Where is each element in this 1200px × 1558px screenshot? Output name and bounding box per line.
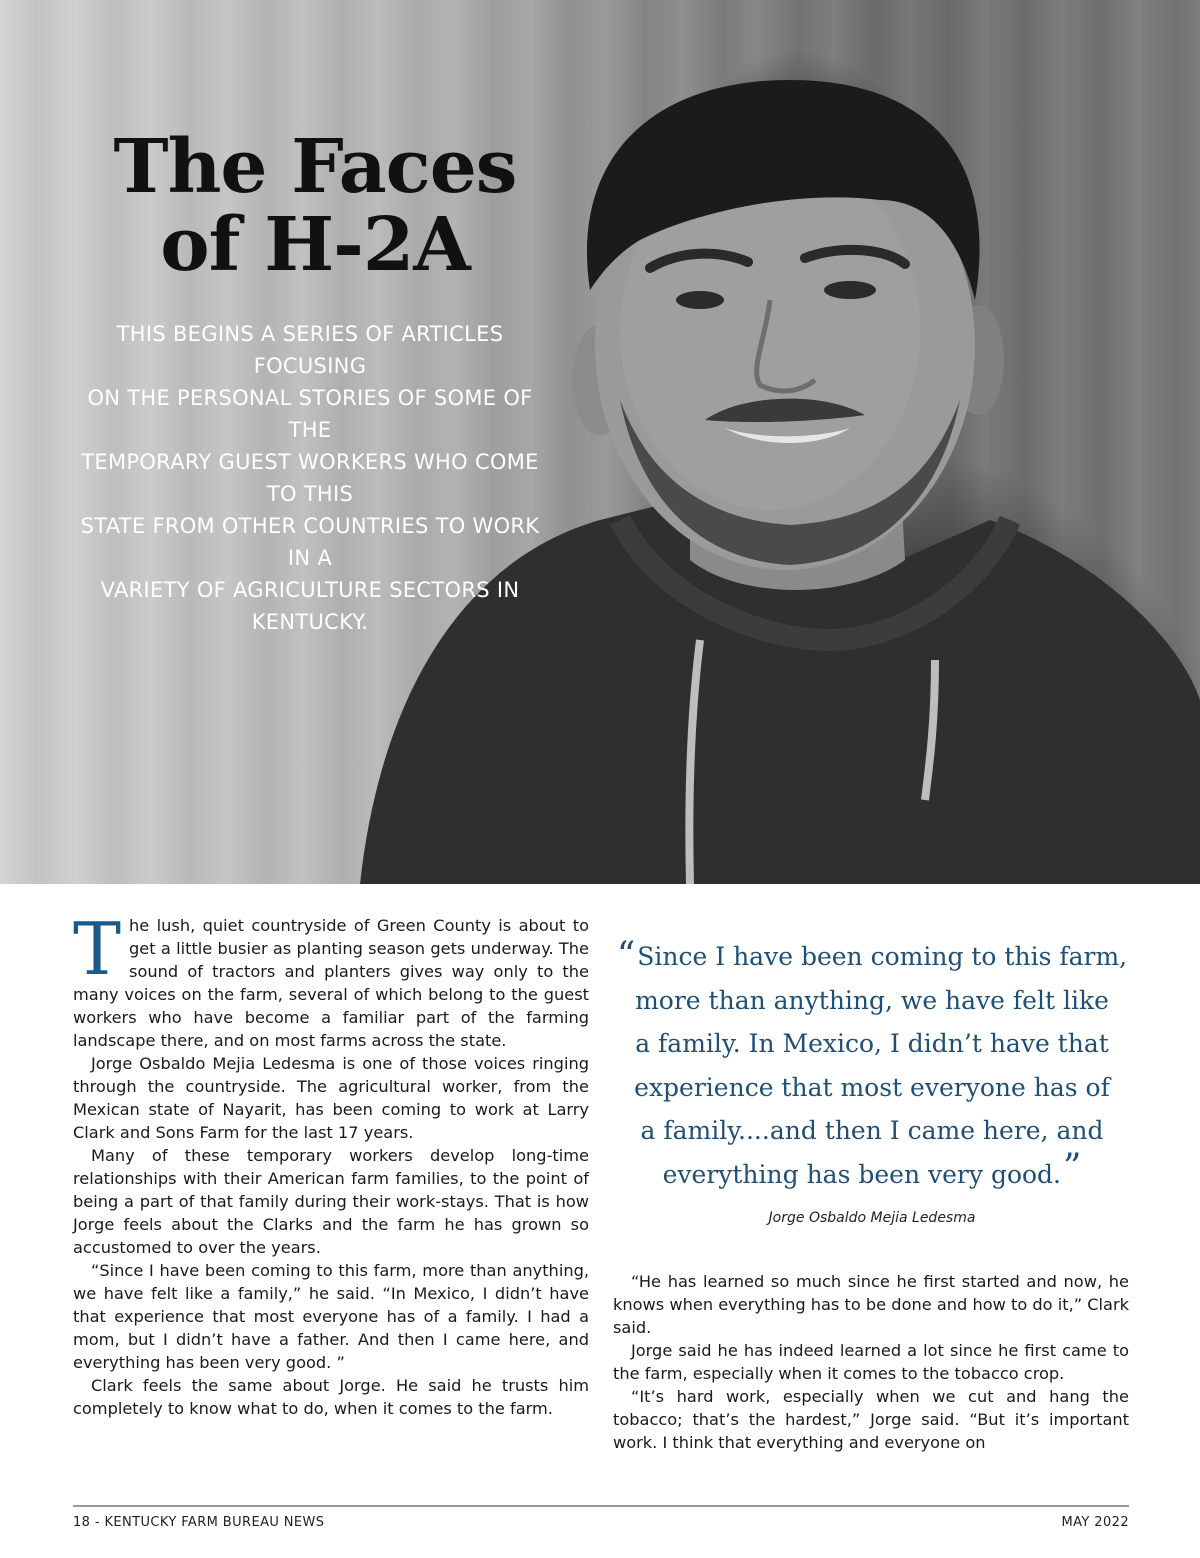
article-paragraph: Jorge said he has indeed learned a lot since he first came to the farm, especially when it comes to the tobacco crop. bbox=[613, 1341, 1129, 1383]
article-paragraph: Jorge Osbaldo Mejia Ledesma is one of those voices ringing through the countryside. The agricultural worker, from the Mexican state of Nayarit, has been coming to work at Larry Clark and Sons Farm for the last 17 years. bbox=[73, 1054, 589, 1142]
pull-quote bbox=[614, 935, 1130, 1196]
paragraph-text: he lush, quiet countryside of Green County is about to get a little busier as planting season gets underway. The sound of tractors and planters gives way only to the many voices on the farm, several of which belong to the guest workers who have become a familiar part of the farming landscape there, and on most farms across the state. bbox=[73, 916, 589, 1050]
pull-quote-attribution: Jorge Osbaldo Mejia Ledesma bbox=[768, 1210, 976, 1226]
article-paragraph: “Since I have been coming to this farm, more than anything, we have felt like a family,” he said. “In Mexico, I didn’t have that experience that most everyone has of a family. I had a mom, but I didn’t have a father. And then I came here, and everything has been very good. ” bbox=[73, 1261, 589, 1372]
article-paragraph: “He has learned so much since he first started and now, he knows when everything has to be done and how to do it,” Clark said. bbox=[613, 1272, 1129, 1337]
deck-line: ON THE PERSONAL STORIES OF SOME OF THE bbox=[87, 386, 533, 442]
title-line-2: of H-2A bbox=[160, 202, 470, 288]
footer-page-label: 18 - KENTUCKY FARM BUREAU NEWS bbox=[73, 1515, 325, 1530]
pull-quote-line: a family. In Mexico, I didn’t have that bbox=[635, 1029, 1109, 1058]
footer-issue-date: MAY 2022 bbox=[1061, 1515, 1129, 1530]
article-paragraph: Clark feels the same about Jorge. He said he trusts him completely to know what to do, when it comes to the farm. bbox=[73, 1376, 589, 1418]
deck-line: STATE FROM OTHER COUNTRIES TO WORK IN A bbox=[80, 514, 540, 570]
deck-line: VARIETY OF AGRICULTURE SECTORS IN KENTUCKY. bbox=[100, 578, 520, 634]
pull-quote-line: experience that most everyone has of bbox=[634, 1072, 1110, 1102]
article-title bbox=[90, 124, 540, 288]
deck-line: TEMPORARY GUEST WORKERS WHO COME TO THIS bbox=[81, 450, 539, 506]
drop-cap: T bbox=[73, 907, 122, 991]
pull-quote-line: Since I have been coming to this farm, bbox=[637, 942, 1128, 971]
deck-line: THIS BEGINS A SERIES OF ARTICLES FOCUSING bbox=[116, 322, 504, 378]
open-quote-mark: “ bbox=[616, 935, 636, 976]
article-paragraph bbox=[73, 907, 589, 1052]
close-quote-mark: ” bbox=[1063, 1146, 1082, 1188]
article-right-column bbox=[613, 1270, 1129, 1454]
article-paragraph: “It’s hard work, especially when we cut and hang the tobacco; that’s the hardest,” Jorge said. “But it’s important work. I think that everything and everyone on bbox=[613, 1387, 1129, 1452]
title-line-1: The Faces bbox=[113, 124, 517, 210]
article-deck bbox=[70, 318, 550, 638]
footer-divider bbox=[73, 1505, 1129, 1507]
pull-quote-line: more than anything, we have felt like bbox=[635, 985, 1109, 1015]
pull-quote-line: everything has been very good. bbox=[662, 1159, 1061, 1189]
article-paragraph: Many of these temporary workers develop long-time relationships with their American farm families, to the point of being a part of that family during their work-stays. That is how Jorge feels about the Clarks and the farm he has grown so accustomed to over the years. bbox=[73, 1146, 589, 1257]
pull-quote-line: a family....and then I came here, and bbox=[640, 1116, 1104, 1145]
article-left-column bbox=[73, 907, 589, 1420]
